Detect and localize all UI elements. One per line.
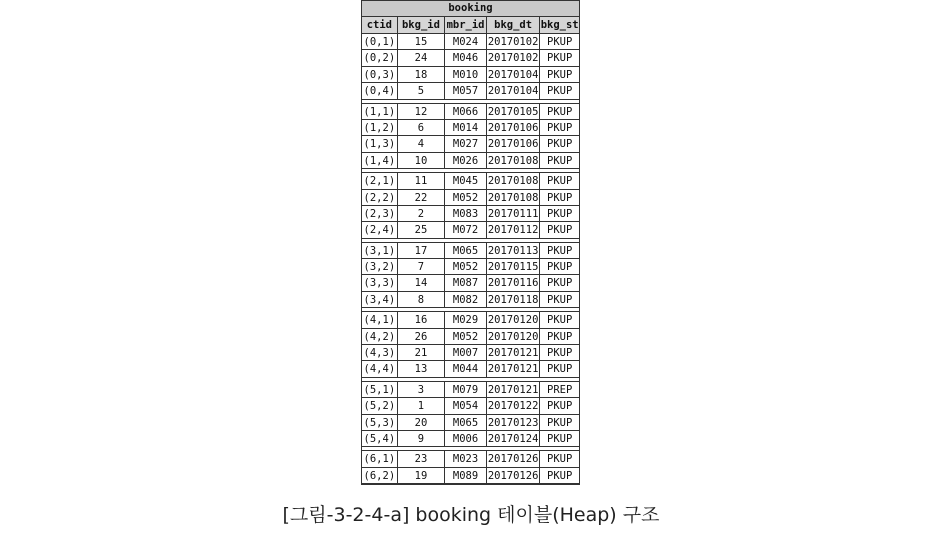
- table-cell: M023: [445, 451, 487, 466]
- table-cell: 22: [398, 190, 446, 205]
- table-cell: 20170120: [487, 314, 539, 327]
- table-cell: M082: [445, 292, 487, 307]
- table-cell: 20170106: [487, 121, 539, 134]
- table-cell: M057: [445, 83, 487, 98]
- table-cell: 9: [398, 431, 446, 446]
- table-cell: (0,1): [362, 34, 398, 49]
- table-cell: (0,4): [362, 83, 398, 98]
- table-cell: (4,2): [362, 329, 398, 344]
- table-row: [362, 222, 579, 238]
- table-cell: 10: [398, 153, 446, 168]
- table-row: [362, 259, 579, 275]
- table-cell: M007: [445, 345, 487, 360]
- table-row: [362, 382, 579, 398]
- table-row: [362, 136, 579, 152]
- table-cell: M052: [445, 329, 487, 344]
- table-cell: 11: [398, 173, 446, 188]
- table-cell: 21: [398, 345, 446, 360]
- table-cell: M052: [445, 259, 487, 274]
- table-cell: 16: [398, 312, 446, 327]
- table-cell: 4: [398, 136, 446, 151]
- table-cell: (3,3): [362, 275, 398, 290]
- table-cell: (4,4): [362, 361, 398, 376]
- table-cell: M026: [445, 153, 487, 168]
- figure-caption: [그림-3-2-4-a] booking 테이블(Heap) 구조: [282, 504, 660, 526]
- table-row: [362, 173, 579, 189]
- table-cell: 20170112: [487, 224, 539, 237]
- table-cell: 7: [398, 259, 446, 274]
- table-cell: 20170108: [487, 191, 539, 204]
- table-cell: 20170115: [487, 261, 539, 274]
- column-header-mbr-id: mbr_id: [445, 17, 487, 33]
- table-cell: 2: [398, 206, 446, 221]
- table-cell: (4,3): [362, 345, 398, 360]
- table-cell: 12: [398, 104, 446, 119]
- table-cell: PKUP: [547, 207, 573, 220]
- table-row: [362, 243, 579, 259]
- table-cell: 20170102: [487, 36, 539, 48]
- table-cell: (2,2): [362, 190, 398, 205]
- table-cell: M024: [445, 34, 487, 49]
- table-cell: (6,2): [362, 468, 398, 483]
- table-row: [362, 206, 579, 222]
- table-cell: 20170126: [487, 453, 539, 466]
- table-cell: PKUP: [547, 432, 573, 445]
- table-cell: 20170113: [487, 244, 539, 257]
- column-header-bkg-dt: bkg_dt: [487, 17, 541, 33]
- table-row: [362, 275, 579, 291]
- table-cell: PKUP: [547, 68, 573, 81]
- table-cell: 20: [398, 415, 446, 430]
- table-cell: (5,1): [362, 382, 398, 397]
- table-cell: M079: [445, 382, 487, 397]
- table-cell: 25: [398, 222, 446, 237]
- table-cell: PKUP: [547, 453, 573, 466]
- table-cell: (3,1): [362, 243, 398, 258]
- table-cell: 5: [398, 83, 446, 98]
- table-cell: 20170116: [487, 277, 539, 290]
- table-cell: PKUP: [547, 52, 573, 65]
- table-cell: 13: [398, 361, 446, 376]
- column-header-bkg-id: bkg_id: [398, 17, 446, 33]
- table-row: [362, 329, 579, 345]
- table-row: [362, 190, 579, 206]
- table-cell: M027: [445, 136, 487, 151]
- table-row: [362, 50, 579, 66]
- column-header-ctid: ctid: [362, 17, 398, 33]
- table-cell: M046: [445, 50, 487, 65]
- table-cell: PKUP: [547, 121, 573, 134]
- table-cell: PKUP: [547, 277, 573, 290]
- table-cell: 20170126: [487, 469, 539, 482]
- table-cell: 23: [398, 451, 446, 466]
- table-row: [362, 120, 579, 136]
- table-cell: M029: [445, 312, 487, 327]
- table-row: [362, 34, 579, 50]
- table-cell: 20170123: [487, 416, 539, 429]
- table-cell: 20170121: [487, 383, 539, 396]
- table-cell: (2,4): [362, 222, 398, 237]
- table-title: booking: [362, 0, 579, 17]
- table-cell: PKUP: [547, 363, 573, 376]
- table-cell: PKUP: [547, 244, 573, 257]
- table-cell: 8: [398, 292, 446, 307]
- table-row: [362, 398, 579, 414]
- table-cell: (1,2): [362, 120, 398, 135]
- table-cell: 20170111: [487, 207, 539, 220]
- table-cell: (6,1): [362, 451, 398, 466]
- table-cell: M054: [445, 398, 487, 413]
- table-cell: 20170104: [487, 68, 539, 81]
- table-cell: PKUP: [547, 105, 573, 118]
- column-header-bkg-st: bkg_st: [540, 19, 579, 31]
- table-cell: 20170102: [487, 52, 539, 65]
- table-cell: PKUP: [547, 154, 573, 167]
- table-cell: PKUP: [547, 347, 573, 360]
- table-cell: PKUP: [547, 175, 573, 188]
- table-row: [362, 153, 579, 169]
- table-cell: M072: [445, 222, 487, 237]
- table-cell: PKUP: [547, 293, 573, 306]
- table-cell: PKUP: [547, 191, 573, 204]
- table-row: [362, 431, 579, 447]
- table-cell: 6: [398, 120, 446, 135]
- table-cell: PKUP: [547, 314, 573, 327]
- table-cell: 20170122: [487, 400, 539, 413]
- table-cell: PKUP: [547, 224, 573, 237]
- table-cell: (3,4): [362, 292, 398, 307]
- table-cell: (3,2): [362, 259, 398, 274]
- table-row: [362, 415, 579, 431]
- table-cell: 17: [398, 243, 446, 258]
- table-cell: (4,1): [362, 312, 398, 327]
- table-row: [362, 83, 579, 99]
- table-header-row: [362, 17, 579, 34]
- table-cell: 20170104: [487, 85, 539, 98]
- table-cell: PKUP: [547, 469, 573, 482]
- table-cell: 20170106: [487, 138, 539, 151]
- table-cell: 20170108: [487, 154, 539, 167]
- table-cell: (1,1): [362, 104, 398, 119]
- table-cell: 20170105: [487, 105, 539, 118]
- table-cell: M065: [445, 243, 487, 258]
- table-cell: (0,2): [362, 50, 398, 65]
- table-row: [362, 104, 579, 120]
- table-cell: (5,3): [362, 415, 398, 430]
- table-cell: 15: [398, 34, 446, 49]
- table-cell: M087: [445, 275, 487, 290]
- table-cell: 26: [398, 329, 446, 344]
- table-cell: M044: [445, 361, 487, 376]
- table-cell: (1,3): [362, 136, 398, 151]
- table-cell: PKUP: [547, 400, 573, 413]
- table-cell: M014: [445, 120, 487, 135]
- table-cell: (2,1): [362, 173, 398, 188]
- table-cell: M065: [445, 415, 487, 430]
- table-cell: 20170121: [487, 347, 539, 360]
- booking-table: [361, 0, 580, 485]
- table-cell: 20170121: [487, 363, 539, 376]
- table-cell: M052: [445, 190, 487, 205]
- table-row: [362, 292, 579, 308]
- table-cell: M083: [445, 206, 487, 221]
- table-row: [362, 67, 579, 83]
- table-cell: 1: [398, 398, 446, 413]
- table-body: [362, 34, 579, 484]
- table-cell: 18: [398, 67, 446, 82]
- table-cell: (2,3): [362, 206, 398, 221]
- table-cell: PKUP: [547, 416, 573, 429]
- table-cell: PREP: [547, 383, 573, 396]
- table-cell: M089: [445, 468, 487, 483]
- table-cell: M045: [445, 173, 487, 188]
- table-cell: 20170108: [487, 175, 539, 188]
- table-cell: 24: [398, 50, 446, 65]
- table-cell: M010: [445, 67, 487, 82]
- table-cell: 20170118: [487, 293, 539, 306]
- table-cell: PKUP: [547, 330, 573, 343]
- table-cell: 20170124: [487, 432, 539, 445]
- table-row: [362, 312, 579, 328]
- table-cell: (1,4): [362, 153, 398, 168]
- table-cell: (5,2): [362, 398, 398, 413]
- table-row: [362, 345, 579, 361]
- table-cell: 19: [398, 468, 446, 483]
- table-cell: PKUP: [547, 261, 573, 274]
- table-row: [362, 361, 579, 377]
- table-cell: 3: [398, 382, 446, 397]
- table-cell: 14: [398, 275, 446, 290]
- table-row: [362, 468, 579, 484]
- table-cell: (0,3): [362, 67, 398, 82]
- table-cell: M006: [445, 431, 487, 446]
- table-cell: PKUP: [547, 85, 573, 98]
- table-row: [362, 451, 579, 467]
- table-cell: PKUP: [547, 36, 573, 48]
- table-cell: 20170120: [487, 330, 539, 343]
- table-cell: M066: [445, 104, 487, 119]
- table-cell: (5,4): [362, 431, 398, 446]
- table-cell: PKUP: [547, 138, 573, 151]
